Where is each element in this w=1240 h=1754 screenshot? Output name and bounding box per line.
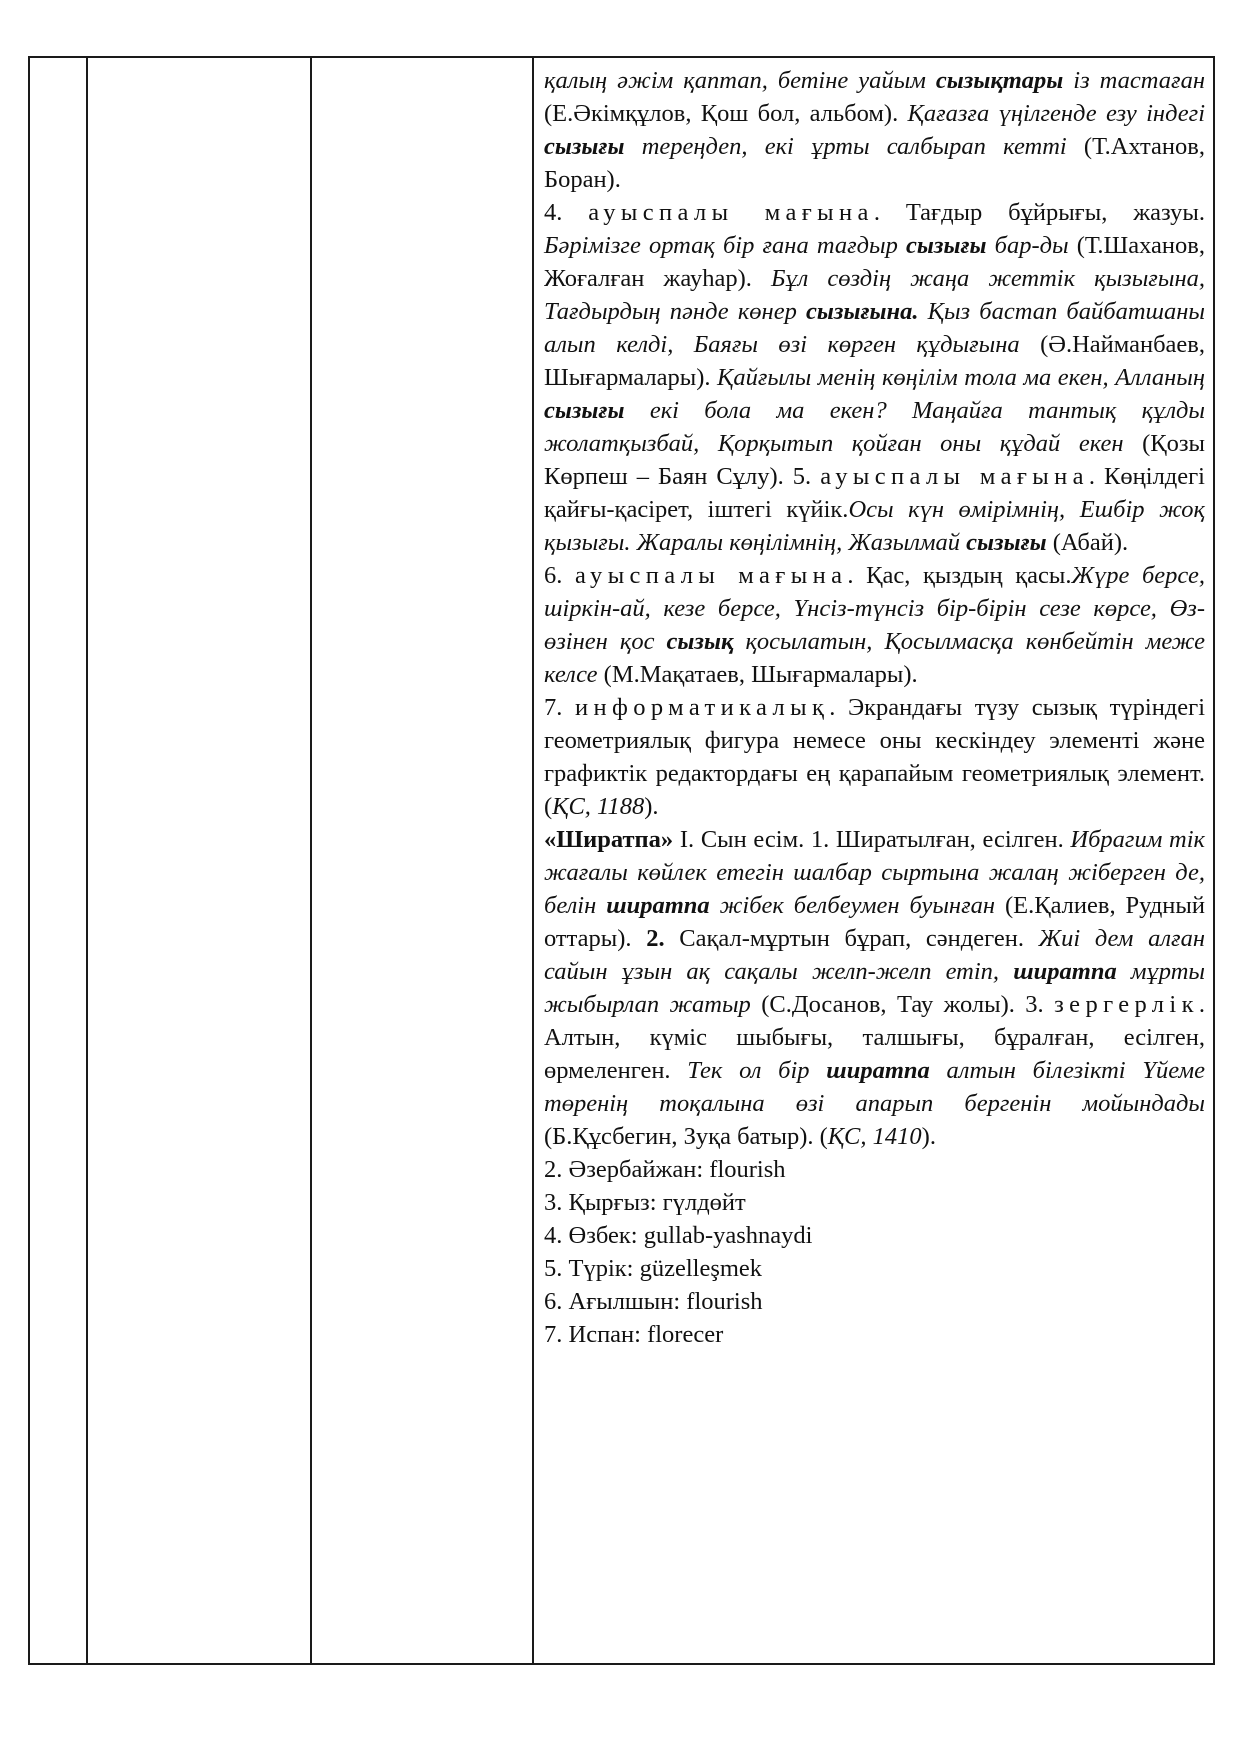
term-column-cell bbox=[311, 57, 533, 1664]
entry-paragraph-1: қалың әжім қаптап, бетіне уайым сызықтары із тастаған (Е.Әкімқұлов, Қош бол, альбом). Қағазға үңілгенде езу індегі сызығы тереңдеп, екі ұрты салбырап кетті (Т.Ахтанов, Боран). bbox=[544, 67, 1206, 193]
entry-paragraph-2: 4. ауыспалы мағына. Тағдыр бұйрығы, жазуы. Бәрімізге ортақ бір ғана тағдыр сызығы бар-ды (Т.Шаханов, Жоғалған жауһар). Бұл сөздің жаңа жеттік қызығына, Тағдырдың пәнде көнер сызығына. Қыз бастап байбатшаны алып келді, Баяғы өзі көрген құдығына (Ә.Найманбаев, Шығармалары). Қайғылы менің көңілім тола ма екен, Алланың сызығы екі бола ма екен? Маңайға тантық құлды жолатқызбай, Қорқытып қойған оны құдай екен (Қозы Көрпеш – Баян Сұлу). 5. ауыспалы мағына. Көңілдегі қайғы-қасірет, іштегі күйік.Осы күн өмірімнің, Ешбір жоқ қызығы. Жаралы көңілімнің, Жазылмай сызығы (Абай). bbox=[544, 199, 1206, 556]
list-item: 2. Әзербайжан: flourish bbox=[544, 1156, 786, 1183]
translation-list bbox=[544, 1153, 1205, 1351]
word-column-cell bbox=[87, 57, 311, 1664]
document-table bbox=[28, 56, 1215, 1665]
list-item: 7. Испан: florecer bbox=[544, 1321, 724, 1348]
headword: «Ширатпа» bbox=[544, 826, 674, 853]
entry-paragraph-3: 6. ауыспалы мағына. Қас, қыздың қасы.Жүре берсе, шіркін-ай, кезе берсе, Үнсіз-түнсіз бір-бірін сезе көрсе, Өз-өзінен қос сызық қосылатын, Қосылмасқа көнбейтін меже келсе (М.Мақатаев, Шығармалары). bbox=[544, 562, 1205, 688]
entry-paragraph-5: «Ширатпа» І. Сын есім. 1. Ширатылған, есілген. Ибрагим тік жағалы көйлек етегін шалбар сыртына жалаң жіберген де, белін ширатпа жібек белбеумен буынған (Е.Қалиев, Рудный оттары). 2. Сақал-мұртын бұрап, сәндеген. Жиі дем алған сайын ұзын ақ сақалы желп-желп етіп, ширатпа мұрты жыбырлап жатыр (С.Досанов, Тау жолы). 3. зергерлік. Алтын, күміс шыбығы, талшығы, бұралған, есілген, өрмеленген. Тек ол бір ширатпа алтын білезікті Үйеме төренің тоқалына өзі апарып бергенін мойындады (Б.Құсбегин, Зуқа батыр). (ҚС, 1410). bbox=[544, 826, 1206, 1150]
list-item: 6. Ағылшын: flourish bbox=[544, 1288, 763, 1315]
definition-column-cell bbox=[533, 57, 1214, 1664]
number-column-cell bbox=[29, 57, 87, 1664]
list-item: 3. Қырғыз: гүлдөйт bbox=[544, 1189, 746, 1216]
list-item: 5. Түрік: güzelleşmek bbox=[544, 1255, 763, 1282]
list-item: 4. Өзбек: gullab-yashnaydi bbox=[544, 1222, 813, 1249]
entry-paragraph-4: 7. информатикалық. Экрандағы түзу сызық түріндегі геометриялық фигура немесе оны кескіндеу элементі және графиктік редактордағы ең қарапайым геометриялық элемент. (ҚС, 1188). bbox=[544, 694, 1205, 820]
table-row bbox=[29, 57, 1214, 1664]
